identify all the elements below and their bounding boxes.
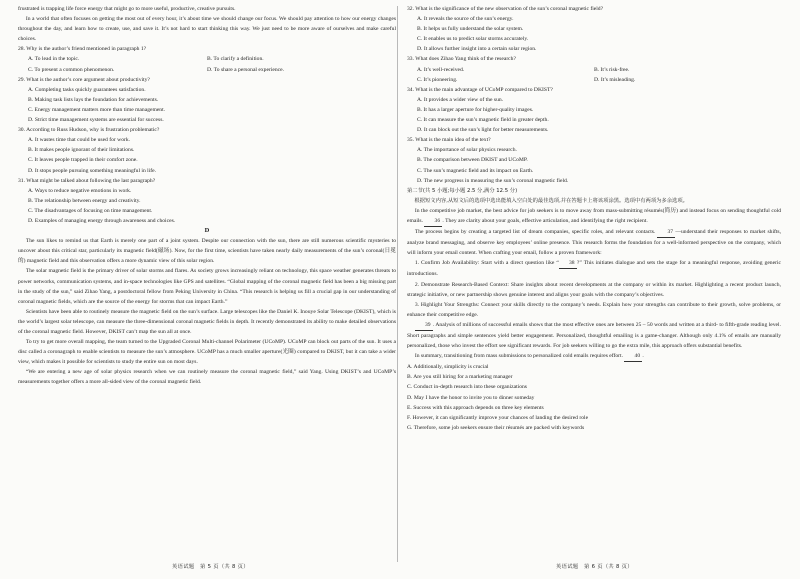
option-d: D. Strict time management systems are essential for success. — [28, 117, 164, 124]
question-stem: 28. Why is the author’s friend mentioned in paragraph 1? — [18, 46, 147, 53]
answer-option-b: B. Are you still hiring for a marketing manager — [407, 374, 513, 381]
options-row — [18, 54, 396, 64]
text-run: ?” This initiates dialogue and sets the stage for a meaningful response, avoiding generic introductions. — [407, 260, 781, 278]
option-d: D. The new progress in measuring the sun’s coronal magnetic field. — [417, 177, 569, 184]
question-32 — [407, 4, 781, 54]
paragraph: frustrated is trapping life force energy that might go to more useful, productive, creative pursuits. — [18, 6, 236, 12]
option-b: B. The comparison between DKIST and UCoMP. — [417, 157, 528, 164]
question-stem: 30. According to Russ Hudson, why is frustration problematic? — [18, 127, 160, 134]
option-b: B. Making task lists lays the foundation for achievements. — [28, 96, 159, 103]
text-run: . Analysis of millions of successful emails shows that the most effective ones are between 25 – 50 words and written at a third- to fifth-grade reading level. Short paragraphs and simple sentences yield better engagement. Personalized, thoughtful emailing is a game-changer. Although only 4.1% of emails are manually personalized, those who invest the effort see significant rewards. For job seekers willing to go the extra mile, this approach offers substantial benefits. — [407, 321, 781, 350]
option-c: C. It enables us to predict solar storms accurately. — [417, 36, 529, 43]
option-a: A. Ways to reduce negative emotions in work. — [28, 187, 132, 194]
option-a: A. The importance of solar physics research. — [417, 147, 517, 154]
paragraph — [407, 206, 781, 227]
right-page-column — [407, 4, 781, 433]
option-d: D. It’s misleading. — [594, 76, 636, 83]
question-stem: 32. What is the significance of the new observation of the sun’s coronal magnetic field? — [407, 6, 604, 12]
option-a: A. It reveals the source of the sun’s energy. — [417, 16, 514, 23]
option-c: C. It can measure the sun’s magnetic field in greater depth. — [417, 117, 549, 124]
section-heading-d: D — [204, 227, 210, 235]
answer-option-c: C. Conduct in-depth research into these organizations — [407, 384, 527, 391]
question-31 — [18, 176, 396, 226]
blank-36: 36 — [424, 216, 442, 227]
page-footer-left: 英语试题 第 5 页（共 8 页） — [172, 564, 249, 570]
option-a: A. To lead in the topic. — [28, 56, 80, 63]
option-c: C. Energy management matters more than time management. — [28, 106, 166, 113]
option-d: D. It allows further insight into a certain solar region. — [417, 46, 537, 53]
question-stem: 29. What is the author’s core argument about productivity? — [18, 76, 150, 83]
section-two-title: 第二节(共 5 小题;每小题 2.5 分,满分 12.5 分) — [407, 187, 518, 194]
paragraph — [407, 351, 781, 362]
option-a: A. It wastes time that could be used for work. — [28, 137, 131, 144]
answer-option-f: F. However, it can significantly improve your chances of landing the desired role — [407, 414, 589, 421]
paragraph: The solar magnetic field is the primary driver of solar storms and flares. As society grows increasingly reliant on technology, this space weather generates threats to power networks, communication systems, and in-space technologies like GPS and satellites. “Global mapping of the coronal magnetic field has been a big missing part in the study of the sun,” said Zihao Yang, a postdoctoral fellow from Peking University in China. “This research is helping us fill a crucial gap in our understanding of coronal magnetic fields, which are the source of the energy for storms that can impact Earth.” — [18, 268, 396, 305]
section-two-instructions: 根据短文内容,从短文后的选项中选出能填入空白处的最佳选项,并在答题卡上将该项涂黑。选项中有两项为多余选项。 — [414, 197, 688, 204]
option-d: D. To share a personal experience. — [207, 66, 285, 73]
question-stem: 33. What does Zihao Yang think of the research? — [407, 56, 516, 63]
paragraph: In a world that often focuses on getting the most out of every hour, it’s about time we should change our focus. We should pay attention to how our energy changes throughout the day, and learn how to create, use, and save it. It’s not hard to start thinking this way. We just need to be more aware of ourselves and make careful choices. — [18, 16, 396, 43]
option-b: B. It’s risk-free. — [594, 66, 630, 73]
answer-option-g: G. Therefore, some job seekers ensure their résumés are packed with keywords — [407, 424, 585, 431]
question-30 — [18, 125, 396, 175]
text-run: . — [642, 353, 644, 360]
paragraph: 3. Highlight Your Strengths: Connect your skills directly to the company’s needs. Explain how your strengths can contribute to their growth, solve problems, or enhance their competitive edge. — [407, 301, 781, 318]
options-row — [407, 65, 781, 75]
paragraph: 2. Demonstrate Research-Based Context: Share insights about recent developments at the company or within its market. Highlighting a recent product launch, strategic initiative, or new partnership shows genuine interest and aligns your goals with the company’s objectives. — [407, 281, 781, 298]
paragraph: To try to get more overall mapping, the team turned to the Upgraded Coronal Multi-channel Polarimeter (UCoMP). UCoMP can block out parts of the sun. It uses a disc called a coronagraph to enable scientists to measure the sun’s atmosphere. UCoMP has a much smaller aperture(光圈) compared to DKIST, but it can take a wider view, which makes it possible for scientists to study the entire sun on most days. — [18, 339, 396, 366]
text-run: The process begins by creating a targeted list of dream companies, specific roles, and relevant contacts. — [414, 229, 656, 236]
paragraph — [407, 258, 781, 279]
question-29 — [18, 75, 396, 125]
option-c: C. To present a common phenomenon. — [28, 66, 115, 73]
text-run: In summary, transitioning from mass submissions to personalized cold emails requires effort. — [414, 353, 624, 360]
option-c: C. It’s pioneering. — [417, 76, 458, 83]
question-35 — [407, 135, 781, 185]
option-d: D. It stops people pursuing something meaningful in life. — [28, 167, 157, 174]
page-footer-right: 英语试题 第 6 页（共 8 页） — [556, 564, 633, 570]
question-34 — [407, 85, 781, 135]
paragraph: Scientists have been able to routinely measure the magnetic field on the sun’s surface. Large telescopes like the Daniel K. Inouye Solar Telescope (DKIST), which is the world’s largest solar telescope, can measure the three-dimensional coronal magnetic fields in depth. It recently demonstrated its ability to make detailed observations of the coronal magnetic field. However, DKIST can’t map the sun all at once. — [18, 308, 396, 335]
left-page-column — [18, 4, 396, 388]
option-b: B. It has a larger aperture for higher-quality images. — [417, 106, 534, 113]
paragraph — [407, 227, 781, 258]
answer-option-e: E. Success with this approach depends on three key elements — [407, 404, 544, 411]
blank-40: 40 — [624, 351, 642, 362]
question-stem: 35. What is the main idea of the text? — [407, 137, 491, 144]
question-stem: 34. What is the main advantage of UCoMP compared to DKIST? — [407, 86, 553, 93]
options-row — [407, 75, 781, 85]
paragraph: “We are entering a new age of solar physics research when we can routinely measure the coronal magnetic field,” said Yang. Using DKIST’s and UCoMP’s measurements together offers a more all-sided view of the coronal magnetic field. — [18, 369, 396, 386]
option-b: B. To clarify a definition. — [207, 56, 264, 63]
question-28 — [18, 44, 396, 74]
option-b: B. It helps us fully understand the solar system. — [417, 26, 524, 33]
answer-option-d: D. May I have the honor to invite you to dinner someday — [407, 394, 535, 401]
option-a: A. Completing tasks quickly guarantees satisfaction. — [28, 86, 146, 93]
question-33 — [407, 54, 781, 84]
option-c: C. The disadvantages of focusing on time management. — [28, 207, 153, 214]
answer-option-a: A. Additionally, simplicity is crucial — [407, 364, 489, 371]
option-b: B. The relationship between energy and creativity. — [28, 197, 141, 204]
blank-37: 37 — [657, 227, 675, 238]
text-run: In the competitive job market, the best advice for job seekers is to move away from mass-submitting résumés(简历) and instead focus on sending thoughtful cold emails. — [407, 207, 781, 224]
option-d: D. It can block out the sun’s light for better measurements. — [417, 127, 549, 134]
option-d: D. Examples of managing energy through awareness and choices. — [28, 217, 176, 224]
blank-39: 39 — [415, 320, 433, 331]
option-c: C. It leaves people trapped in their comfort zone. — [28, 157, 138, 164]
options-row — [18, 65, 396, 75]
blank-38: 38 — [559, 258, 577, 269]
paragraph — [407, 320, 781, 351]
option-a: A. It’s well-received. — [417, 66, 465, 73]
text-run: . They are clarity about your goals, effective articulation, and identifying the right recipient. — [442, 217, 648, 224]
option-c: C. The sun’s magnetic field and its impact on Earth. — [417, 167, 534, 174]
question-stem: 31. What might be talked about following the last paragraph? — [18, 177, 156, 184]
option-a: A. It provides a wider view of the sun. — [417, 96, 504, 103]
text-run: —understand their responses to market shifts, analyze brand messaging, and observe key employees’ online presence. This research forms the foundation for a well-informed perspective on the company, which will inform your email content. When crafting your email, follow a proven framework: — [407, 229, 781, 257]
column-divider — [397, 6, 398, 562]
text-run: 1. Confirm Job Availability: Start with a direct question like “ — [414, 260, 559, 267]
option-b: B. It makes people ignorant of their limitations. — [28, 147, 135, 154]
paragraph: The sun likes to remind us that Earth is merely one part of a joint system. Despite our connection with the sun, there are still numerous scientific mysteries to uncover about this critical star, particularly its magnetic field(磁场). Now, for the first time, scientists have taken nearly daily measurements of the sun’s coronal(日冕的) magnetic field and this observation offers a more dynamic view of this solar region. — [18, 238, 396, 265]
answer-options-list — [407, 362, 781, 433]
